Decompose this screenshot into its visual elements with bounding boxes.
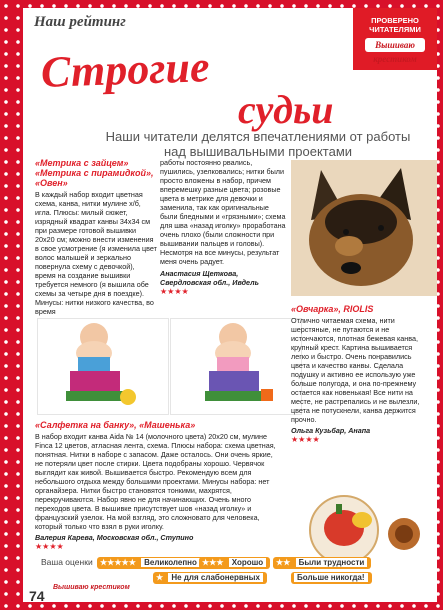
review1-col2 bbox=[160, 158, 288, 296]
review3-text: В набор входит канва Aida № 14 (молочного цвета) 20х20 см, мулине Finca 12 цветов, атласная лента, схема. Плюсы набора: схема цветная, понятная. Нитки в наборе с запасом. Даже осталось. Они очень яркие, не потеряли цвет после стирки. Цвета подобраны хорошо. Червячок выглядит как живой. Вышивается быстро. Рекомендую всем для небольшого отдыха между большими проектами. Минусы набора: нет органайзера. Нитки быстро становятся тонкими, махрятся, перекручиваются. Набор явно не для начинающих. Очень много переходов цвета. В вышивке присутствует шов «назад иголку» и французский узелок. На мой взгляд, это сложновато для человека, который только что взял в руки иголку. bbox=[35, 432, 276, 531]
review3-author: Валерия Карева, Московская обл., Ступино bbox=[35, 533, 194, 542]
badge-line1: ПРОВЕРЕНО bbox=[371, 16, 419, 25]
rating-item-text: Великолепно bbox=[141, 558, 200, 567]
rating-item-stars: ★★★ bbox=[202, 558, 224, 567]
section-heading: Наш рейтинг bbox=[34, 14, 126, 30]
rating-item-text: Были трудности bbox=[296, 558, 368, 567]
headline-word1: Строгие bbox=[40, 42, 211, 97]
watermark: Страна Мам bbox=[318, 582, 412, 599]
review2-block bbox=[291, 304, 431, 444]
review3-stars: ★★★★ bbox=[35, 542, 64, 551]
rating-item-good bbox=[199, 557, 270, 569]
rating-item-text: Больше никогда! bbox=[294, 573, 368, 582]
embroidery-shepherd-dog-image bbox=[291, 160, 437, 296]
review1-place: Свердловская обл., Ивдель bbox=[160, 278, 259, 287]
badge-line2: ЧИТАТЕЛЯМИ bbox=[369, 25, 421, 34]
rating-item-not-for-faint bbox=[153, 572, 267, 584]
badge-brand-logo: Вышиваю крестиком bbox=[365, 38, 425, 52]
rating-item-text: Хорошо bbox=[229, 558, 266, 567]
embroidery-baby-boy-image bbox=[37, 318, 169, 415]
rating-item-excellent bbox=[97, 557, 204, 569]
page-number: 74 bbox=[29, 588, 45, 604]
headline-word2: судьи bbox=[238, 87, 334, 132]
review1-stars: ★★★★ bbox=[160, 287, 189, 296]
rating-item-difficult bbox=[273, 557, 371, 569]
embroidery-jar-napkin-image bbox=[288, 486, 434, 566]
white-sheet bbox=[23, 8, 437, 602]
review2-stars: ★★★★ bbox=[291, 435, 320, 444]
review2-title: «Овчарка», RIOLIS bbox=[291, 304, 374, 314]
review1-author: Анастасия Щеткова, bbox=[160, 269, 239, 278]
rating-item-stars: ★★★★★ bbox=[100, 558, 136, 567]
embroidery-baby-girl-image bbox=[170, 318, 302, 415]
review3-title: «Салфетка на банку», «Машенька» bbox=[35, 420, 196, 430]
review1-text-part2: работы постоянно рвались, пушились, узелковались; нитки были просто вложены в набор, причем вперемешку разные цвета; розовые цвета в метрике для девочки и заменила, так как оригинальные были бледными и «грязными»; схема для шва «назад иголку» проработана очень плохо (были сложности при вышивании пальцев и головы). Несмотря на все минусы, результат меня очень радует. bbox=[160, 158, 286, 266]
footer-brand-logo: Вышиваю крестиком bbox=[53, 584, 130, 591]
review2-author: Ольга Кузьбар, Анапа bbox=[291, 426, 371, 435]
review1-text-part1: В каждый набор входит цветная схема, канва, нитки мулине х/б, игла. Плюсы: милый сюжет, изрядный квадрат канвы 34х34 см при размере готовой вышивки 20х20 см; можно внести изменения в свое усмотрение (я изменила цвет волос малышей и зеркально повернула схему с девочкой), время на создание вышивки требуется немного (я вышила обе схемы за четыре дня в поездке). Минусы: нитки низкого качества, во время bbox=[35, 190, 157, 316]
rating-item-text: Не для слабонервных bbox=[168, 573, 263, 582]
review1-col1 bbox=[35, 158, 157, 316]
verified-badge bbox=[353, 8, 437, 70]
intro-text: Наши читатели делятся впечатлениями от работы над вышивальными проектами bbox=[105, 129, 411, 159]
review3-block bbox=[35, 420, 281, 551]
review2-text: Отлично читаемая схема, нити шерстяные, не путаются и не истончаются, плотная бежевая канва, крупный крест. Картина вышивается легко и быстро. Очень понравились цвета и качество канвы. Сделала подушку и активно ее использую уже больше полугода, и она по-прежнему остается как новенькая! Все нити на месте, не растрепались и не вылезли, цвета не потускнели, канва держится прочно. bbox=[291, 316, 420, 424]
rating-legend-label: Ваша оценки bbox=[41, 557, 93, 567]
review1-title: «Метрика с зайцем» «Метрика с пирамидкой», «Овен» bbox=[35, 158, 154, 188]
rating-item-stars: ★ bbox=[156, 573, 164, 582]
rating-item-stars: ★★ bbox=[276, 558, 291, 567]
